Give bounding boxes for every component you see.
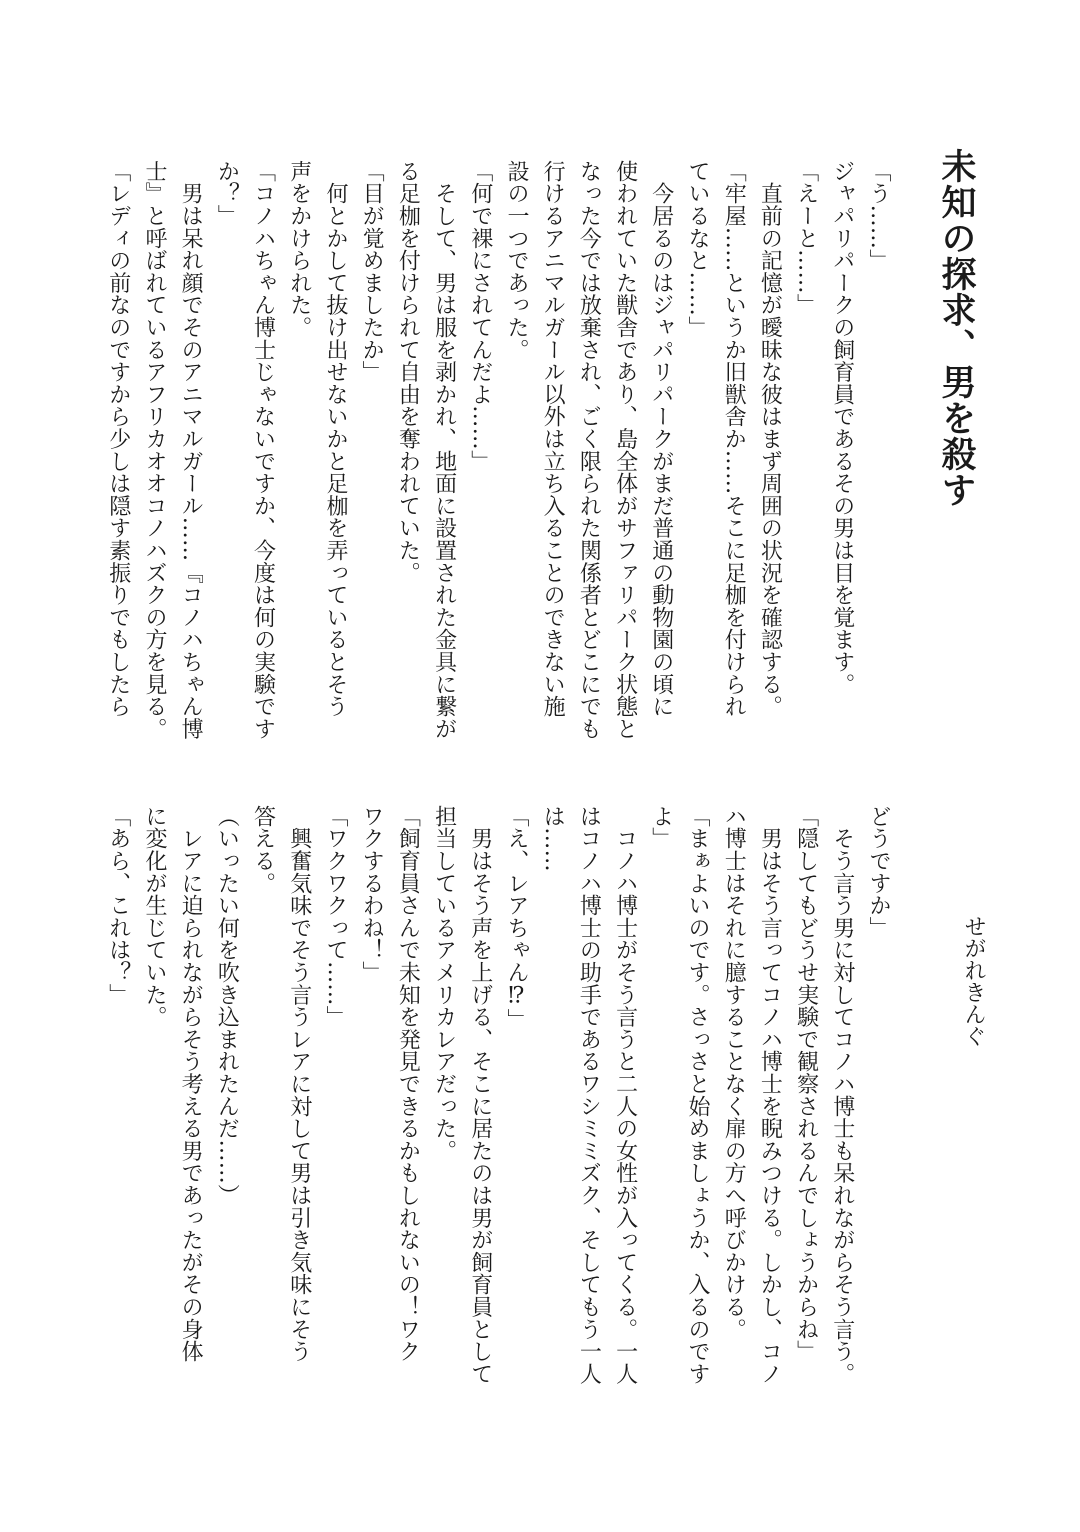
text-block-bottom [100, 805, 896, 1405]
text-line: 興奮気味でそう言うレアに対して男は引き気味にそう [286, 805, 312, 1363]
text-line: レアに迫られながらそう考える男であったがその身体 [178, 805, 204, 1363]
text-line: はコノハ博士の助手であるワシミミズク、そしてもう一人 [576, 805, 602, 1385]
text-line: どうですか」 [866, 805, 891, 939]
text-line: 「えーと……」 [793, 160, 819, 317]
text-line: 「目が覚めましたか」 [359, 160, 385, 383]
text-line: 男はそう言ってコノハ博士を睨みつける。しかし、コノ [757, 805, 783, 1385]
text-line: 何とかして抜け出せないかと足枷を弄っているとそう [322, 160, 348, 718]
text-line: ているなと……」 [684, 160, 710, 339]
text-line: （いったい何を吹き込まれたんだ……） [214, 805, 240, 1207]
text-line: は…… [540, 805, 566, 872]
text-line: 使われていた獣舎であり、島全体がサファリパーク状態と [612, 160, 638, 740]
text-line: そして、男は服を剥かれ、地面に設置された金具に繋が [431, 160, 457, 740]
story-title: 未知の探求、男を殺す [936, 148, 977, 508]
text-line: 「牢屋……というか旧獣舎か……そこに足枷を付けられ [721, 160, 747, 718]
text-line: 「飼育員さんで未知を発見できるかもしれないの！ワク [395, 805, 421, 1363]
text-line: ハ博士はそれに臆することなく扉の方へ呼びかける。 [721, 805, 747, 1341]
text-line: 設の一つであった。 [503, 160, 529, 361]
text-line: ワクするわね！」 [359, 805, 385, 984]
text-line: 担当しているアメリカレアだった。 [431, 805, 457, 1162]
text-line: 「ワクワクって……」 [322, 805, 348, 1028]
text-line: よ」 [648, 805, 674, 850]
text-line: 答える。 [250, 805, 276, 895]
text-block-top [100, 160, 896, 760]
text-line: 「隠してもどうせ実験で観察されるんでしょうからね」 [793, 805, 819, 1363]
text-line: 「何で裸にされてんだよ……」 [467, 160, 493, 473]
text-line: 「あら、これは？」 [105, 805, 131, 1006]
text-line: か？」 [214, 160, 240, 227]
text-line: 直前の記憶が曖昧な彼はまず周囲の状況を確認する。 [757, 160, 783, 718]
text-line: 今居るのはジャパリパークがまだ普通の動物園の頃に [648, 160, 674, 718]
text-line: に変化が生じていた。 [141, 805, 167, 1028]
text-line: ジャパリパークの飼育員であるその男は目を覚ます。 [829, 160, 855, 696]
text-line: 「う……」 [866, 160, 891, 272]
text-line: 士』と呼ばれているアフリカオオコノハズクの方を見る。 [141, 160, 167, 740]
text-line: 「コノハちゃん博士じゃないですか、今度は何の実験です [250, 160, 276, 740]
text-line: 「レディの前なのですから少しは隠す素振りでもしたら [105, 160, 131, 718]
text-line: コノハ博士がそう言うと二人の女性が入ってくる。一人 [612, 805, 638, 1385]
text-line: 行けるアニマルガール以外は立ち入ることのできない施 [540, 160, 566, 718]
text-line: 男はそう声を上げる、そこに居たのは男が飼育員として [467, 805, 493, 1385]
text-line: 「え、レアちゃん⁉」 [503, 805, 529, 1031]
text-line: なった今では放棄され、ごく限られた関係者とどこにでも [576, 160, 602, 740]
text-line: る足枷を付けられて自由を奪われていた。 [395, 160, 421, 584]
text-line: そう言う男に対してコノハ博士も呆れながらそう言う。 [829, 805, 855, 1385]
text-line: 男は呆れ顔でそのアニマルガール……『コノハちゃん博 [178, 160, 204, 740]
author-name: せがれきんぐ [961, 915, 986, 1047]
text-line: 声をかけられた。 [286, 160, 312, 339]
text-line: 「まぁよいのです。さっさと始めましょうか、入るのです [684, 805, 710, 1385]
